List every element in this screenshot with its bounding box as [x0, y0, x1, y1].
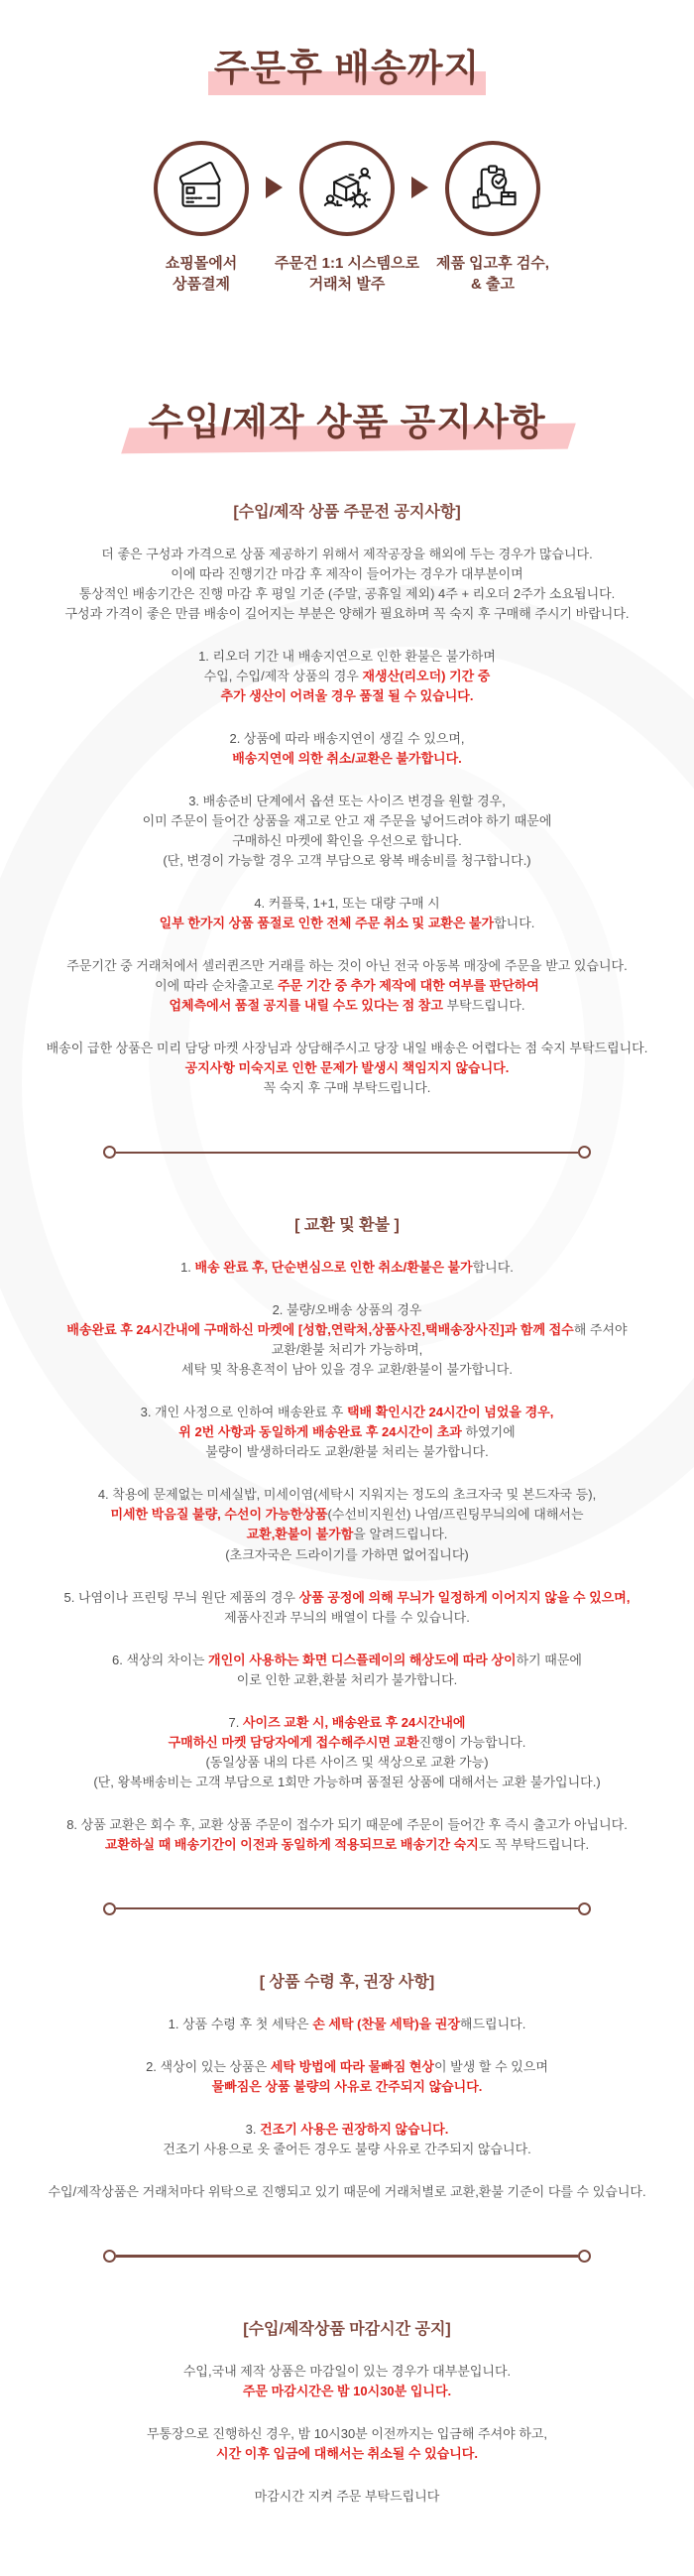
deadline-item-2: [20, 2424, 674, 2464]
pre-order-item-2: [20, 729, 674, 769]
pre-order-item-3: [20, 792, 674, 871]
section-divider-2: [0, 1902, 694, 1915]
notice-blocks: [0, 499, 694, 2507]
notice-text: 수입, 수입/제작 상품의 경우: [203, 669, 363, 684]
pre-order-vendor-note: [20, 956, 674, 1016]
notice-text: 주문기간 중 거래처에서 셀러퀸즈만 거래를 하는 것이 아닌 전국 아동복 매장에 주문을 받고 있습니다.: [66, 958, 628, 974]
notice-text: 구매하신 마켓에 확인을 우선으로 합니다.: [232, 833, 462, 849]
notice-text: 1.: [180, 1260, 195, 1276]
divider-line: [116, 1907, 578, 1910]
inspection-shipment-icon: [445, 141, 540, 236]
pre-order-item-1: [20, 647, 674, 706]
divider-end-dot: [578, 1902, 591, 1915]
notice-text: 도 꼭 부탁드립니다.: [478, 1836, 590, 1852]
step-label: [275, 253, 419, 295]
order-to-delivery-title: [0, 0, 694, 91]
notice-text: 하였기에: [461, 1424, 516, 1440]
divider-line: [116, 2255, 578, 2258]
notice-text-emphasis: 배송 완료 후, 단순변심으로 인한 취소/환불은 불가: [194, 1260, 473, 1276]
deadline-heading: [수입/제작상품 마감시간 공지]: [243, 2320, 451, 2338]
notice-text-emphasis: 주문 마감시간은 밤 10시30분 입니다.: [242, 2383, 452, 2398]
exchange-item-5: [20, 1588, 674, 1628]
deadline-closing: [20, 2487, 674, 2507]
notice-text: 이로 인한 교환,환불 처리가 불가합니다.: [236, 1671, 458, 1687]
pre-order-urgent-note: [20, 1039, 674, 1098]
notice-text: 해 주셔야: [573, 1322, 628, 1338]
notice-text: 제품사진과 무늬의 배열이 다를 수 있습니다.: [224, 1609, 470, 1625]
divider-end-dot: [103, 1902, 116, 1915]
section-divider-3: [0, 2250, 694, 2263]
credit-card-icon: [154, 141, 249, 236]
notice-text: 하기 때문에: [516, 1652, 582, 1667]
step-label: [436, 253, 549, 295]
step-label: [166, 253, 237, 295]
notice-text-emphasis: 배송지연에 의한 취소/교환은 불가합니다.: [232, 751, 462, 767]
divider-end-dot: [578, 2250, 591, 2263]
step-label-line: & 출고: [471, 276, 515, 293]
exchange-item-7: [20, 1713, 674, 1792]
notice-text: 무통장으로 진행하신 경우, 밤 10시30분 이전까지는 입금해 주셔야 하고,: [146, 2425, 548, 2441]
notice-text-emphasis: 주문 기간 중 추가 제작에 대한 여부를 판단하여: [277, 978, 539, 994]
care-item-1: [20, 2015, 674, 2034]
notice-text-emphasis: 택배 확인시간 24시간이 넘었을 경우,: [346, 1405, 554, 1420]
notice-text: 통상적인 배송기간은 진행 마감 후 평일 기준 (주말, 공휴일 제외) 4주 + 리오더 2주가 소요됩니다.: [78, 586, 616, 602]
notice-text: 이미 주문이 들어간 상품을 재고로 안고 재 주문을 넣어드려야 하기 때문에: [142, 813, 552, 829]
notice-text: 이 발생 할 수 있으며: [434, 2058, 548, 2074]
step-label-line: 제품 입고후 검수,: [436, 255, 549, 272]
notice-text: 7.: [228, 1714, 243, 1730]
pre-order-intro: [20, 545, 674, 624]
notice-text: 2. 색상이 있는 상품은: [146, 2058, 271, 2074]
notice-text-emphasis: 업체측에서 품절 공지를 내릴 수도 있다는 점 참고: [169, 998, 443, 1014]
notice-text-emphasis: 손 세탁 (찬물 세탁)을 권장: [312, 2016, 460, 2031]
after-receipt-heading: [ 상품 수령 후, 권장 사항]: [259, 1973, 435, 1991]
care-item-3: [20, 2120, 674, 2159]
notice-text-emphasis: 구매하신 마켓 담당자에게 접수해주시면 교환: [168, 1734, 419, 1750]
notice-text-emphasis: 추가 생산이 어려울 경우 품절 될 수 있습니다.: [220, 688, 474, 704]
exchange-item-2: [20, 1300, 674, 1380]
notice-text: 3. 개인 사정으로 인하여 배송완료 후: [140, 1405, 347, 1420]
order-system-icon: [299, 141, 395, 236]
notice-text: 더 좋은 구성과 가격으로 상품 제공하기 위해서 제작공장을 해외에 두는 경우가 많습니다.: [101, 547, 593, 561]
notice-text-emphasis: 교환,환불이 불가함: [246, 1527, 354, 1542]
notice-text-emphasis: 상품 공정에 의해 무늬가 일정하게 이어지지 않을 수 있으며,: [298, 1589, 631, 1605]
notice-text-emphasis: 일부 한가지 상품 품절로 인한 전체 주문 취소 및 교환은 불가: [159, 916, 495, 931]
exchange-item-1: [20, 1258, 674, 1278]
step-label-line: 주문건 1:1 시스템으로: [275, 255, 419, 272]
process-steps: [0, 141, 694, 295]
notice-text: 2. 불량/오배송 상품의 경우: [272, 1302, 422, 1318]
notice-section-title-text: 수입/제작 상품 공지사항: [148, 392, 545, 445]
divider-end-dot: [578, 1146, 591, 1159]
notice-text: 3. 배송준비 단계에서 옵션 또는 사이즈 변경을 원할 경우,: [188, 794, 506, 809]
order-to-delivery-title-text: 주문후 배송까지: [214, 38, 480, 91]
notice-text: 건조기 사용으로 옷 줄어든 경우도 불량 사유로 간주되지 않습니다.: [163, 2141, 531, 2156]
notice-text-emphasis: 재생산(리오더) 기간 중: [362, 669, 491, 684]
divider-end-dot: [103, 2250, 116, 2263]
bottom-spacer: [0, 2507, 694, 2576]
notice-text-emphasis: 교환하실 때 배송기간이 이전과 동일하게 적용되므로 배송기간 숙지: [104, 1836, 479, 1852]
notice-text: 1. 상품 수령 후 첫 세탁은: [168, 2016, 313, 2031]
notice-text: (초크자국은 드라이기를 가하면 없어집니다): [225, 1546, 469, 1562]
notice-text-emphasis: 세탁 방법에 따라 물빠짐 현상: [270, 2058, 434, 2074]
notice-text: 배송이 급한 상품은 미리 담당 마켓 사장님과 상담해주시고 당장 내일 배송은 어렵다는 점 숙지 부탁드립니다.: [46, 1041, 648, 1056]
notice-text: 교환/환불 처리가 가능하며,: [271, 1342, 423, 1358]
exchange-item-3: [20, 1403, 674, 1462]
notice-text: 5. 나염이나 프린팅 무늬 원단 제품의 경우: [63, 1589, 299, 1605]
step-label-line: 상품결제: [173, 276, 230, 293]
notice-text-emphasis: 사이즈 교환 시, 배송완료 후 24시간내에: [242, 1714, 466, 1730]
notice-text: 합니다.: [494, 916, 535, 931]
notice-text: (동일상품 내의 다른 사이즈 및 색상으로 교환 가능): [205, 1754, 489, 1770]
notice-text: 합니다.: [472, 1260, 514, 1276]
section-divider-1: [0, 1146, 694, 1159]
notice-text: 4. 착용에 문제없는 미세실밥, 미세이염(세탁시 지워지는 정도의 초크자국 및 본드자국 등),: [97, 1487, 597, 1503]
notice-text: 3.: [245, 2121, 261, 2137]
notice-text: 세탁 및 착용흔적이 남아 있을 경우 교환/환불이 불가합니다.: [181, 1362, 513, 1378]
notice-text: 수입,국내 제작 상품은 마감일이 있는 경우가 대부분입니다.: [182, 2363, 512, 2379]
notice-text: 구성과 가격이 좋은 만큼 배송이 길어지는 부분은 양해가 필요하며 꼭 숙지 후 구매해 주시기 바랍니다.: [64, 606, 630, 622]
notice-text: 해드립니다.: [459, 2016, 526, 2031]
divider-line: [116, 1152, 578, 1155]
notice-text: 이에 따라 진행기간 마감 후 제작이 들어가는 경우가 대부분이며: [171, 566, 523, 582]
care-item-2: [20, 2057, 674, 2097]
step-label-line: 쇼핑몰에서: [165, 255, 238, 272]
notice-text: 6. 색상의 차이는: [112, 1652, 209, 1667]
notice-section-title: [0, 392, 694, 445]
notice-text: 마감시간 지켜 주문 부탁드립니다: [254, 2488, 440, 2504]
notice-text: 불량이 발생하더라도 교환/환불 처리는 불가합니다.: [205, 1444, 489, 1460]
notice-text: 수입/제작상품은 거래처마다 위탁으로 진행되고 있기 때문에 거래처별로 교환,환불 기준이 다를 수 있습니다.: [48, 2183, 646, 2199]
notice-text: 이에 따라 순차출고로: [155, 978, 278, 994]
notice-text: (수선비지원선) 나염/프린팅무늬의에 대해서는: [327, 1507, 584, 1523]
notice-text-emphasis: 위 2번 사항과 동일하게 배송완료 후 24시간이 초과: [178, 1424, 462, 1440]
exchange-refund-heading: [ 교환 및 환불 ]: [294, 1217, 400, 1235]
notice-text: 2. 상품에 따라 배송지연이 생길 수 있으며,: [229, 731, 465, 747]
step-label-line: 거래처 발주: [308, 276, 386, 293]
exchange-item-4: [20, 1485, 674, 1564]
notice-text-emphasis: 공지사항 미숙지로 인한 문제가 발생시 책임지지 않습니다.: [184, 1060, 510, 1076]
notice-text: 진행이 가능합니다.: [418, 1734, 526, 1750]
exchange-item-8: [20, 1815, 674, 1855]
notice-text-emphasis: 건조기 사용은 권장하지 않습니다.: [260, 2121, 449, 2137]
notice-text: (단, 왕복배송비는 고객 부담으로 1회만 가능하며 품절된 상품에 대해서는 교환 불가입니다.): [93, 1774, 601, 1789]
notice-text: 8. 상품 교환은 회수 후, 교환 상품 주문이 접수가 되기 때문에 주문이 들어간 후 즉시 출고가 아닙니다.: [66, 1816, 628, 1832]
notice-text-emphasis: 배송완료 후 24시간내에 구매하신 마켓에 [성함,연락처,상품사진,택배송장사진]과 함께 접수: [66, 1322, 574, 1338]
notice-text: 꼭 숙지 후 구매 부탁드립니다.: [263, 1080, 431, 1096]
notice-text-emphasis: 물빠짐은 상품 불량의 사유로 간주되지 않습니다.: [211, 2078, 483, 2094]
pre-order-notice-heading: [수입/제작 상품 주문전 공지사항]: [233, 504, 461, 521]
notice-text-emphasis: 미세한 박음질 불량, 수선이 가능한상품: [110, 1507, 328, 1523]
consignment-note: [20, 2182, 674, 2202]
notice-text: 4. 커플룩, 1+1, 또는 대량 구매 시: [254, 896, 440, 912]
divider-end-dot: [103, 1146, 116, 1159]
notice-text: 1. 리오더 기간 내 배송지연으로 인한 환불은 불가하며: [198, 649, 496, 665]
notice-text-emphasis: 개인이 사용하는 화면 디스플레이의 해상도에 따라 상이: [208, 1652, 517, 1667]
notice-text-emphasis: 시간 이후 입금에 대해서는 취소될 수 있습니다.: [216, 2445, 478, 2461]
exchange-item-6: [20, 1651, 674, 1690]
pre-order-item-4: [20, 894, 674, 933]
notice-text: (단, 변경이 가능할 경우 고객 부담으로 왕복 배송비를 청구합니다.): [163, 853, 531, 869]
notice-text: 부탁드립니다.: [442, 998, 525, 1014]
process-step: [401, 141, 585, 295]
notice-text: 을 알려드립니다.: [353, 1527, 448, 1542]
deadline-item-1: [20, 2362, 674, 2401]
